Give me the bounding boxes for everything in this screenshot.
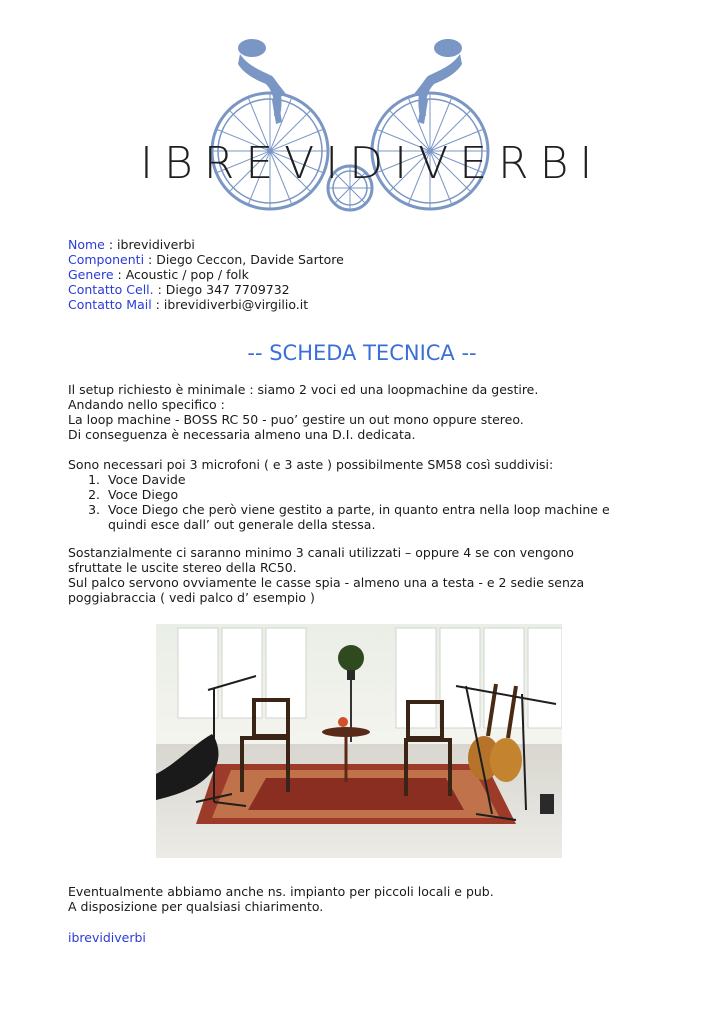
list-item: 3. Voce Diego che però viene gestito a parte, in quanto entra nella loop machine e quindi esce dall’ out generale della stessa. [104, 502, 628, 532]
info-value: : Acoustic / pop / folk [113, 267, 249, 282]
list-item: 1. Voce Davide [104, 472, 628, 487]
closing-paragraph [68, 884, 628, 914]
info-label: Componenti [68, 252, 145, 267]
text-line: Sul palco servono ovviamente le casse spia - almeno una a testa - e 2 sedie senza poggiabraccia ( vedi palco d’ esempio ) [68, 575, 585, 605]
info-label: Genere [68, 267, 114, 282]
signature: ibrevidiverbi [68, 930, 146, 945]
band-logo [140, 36, 604, 216]
microphone-list [68, 472, 628, 532]
list-item: 2. Voce Diego [104, 487, 628, 502]
microphones-paragraph [68, 457, 628, 532]
info-value: : Diego 347 7709732 [153, 282, 290, 297]
info-label: Contatto Mail [68, 297, 152, 312]
text-line: Andando nello specifico : [68, 397, 225, 412]
text-line: A disposizione per qualsiasi chiarimento. [68, 899, 324, 914]
info-label: Nome [68, 237, 105, 252]
text-line: Il setup richiesto è minimale : siamo 2 voci ed una loopmachine da gestire. [68, 382, 539, 397]
info-value: : ibrevidiverbi [104, 237, 195, 252]
text-line: Sostanzialmente ci saranno minimo 3 canali utilizzati – oppure 4 se con vengono sfruttate le uscite stereo della RC50. [68, 545, 574, 575]
section-title: -- SCHEDA TECNICA -- [247, 341, 477, 365]
text-line: Di conseguenza è necessaria almeno una D.I. dedicata. [68, 427, 416, 442]
info-row [68, 252, 344, 267]
info-row [68, 282, 344, 297]
info-value: : ibrevidiverbi@virgilio.it [151, 297, 309, 312]
text-line: Eventualmente abbiamo anche ns. impianto per piccoli locali e pub. [68, 884, 494, 899]
info-row [68, 237, 344, 252]
text-line: Sono necessari poi 3 microfoni ( e 3 aste ) possibilmente SM58 così suddivisi: [68, 457, 554, 472]
penny-farthing-icon [140, 36, 604, 216]
info-value: : Diego Ceccon, Davide Sartore [144, 252, 344, 267]
band-info [68, 237, 344, 312]
logo-wordmark: IBREVIDIVERBI [140, 138, 604, 189]
info-label: Contatto Cell. [68, 282, 154, 297]
setup-paragraph [68, 382, 628, 442]
text-line: La loop machine - BOSS RC 50 - puo’ gestire un out mono oppure stereo. [68, 412, 524, 427]
stage-photo-illustration [156, 624, 562, 858]
info-row [68, 267, 344, 282]
channels-paragraph [68, 545, 598, 605]
stage-photo [156, 624, 562, 858]
info-row [68, 297, 344, 312]
